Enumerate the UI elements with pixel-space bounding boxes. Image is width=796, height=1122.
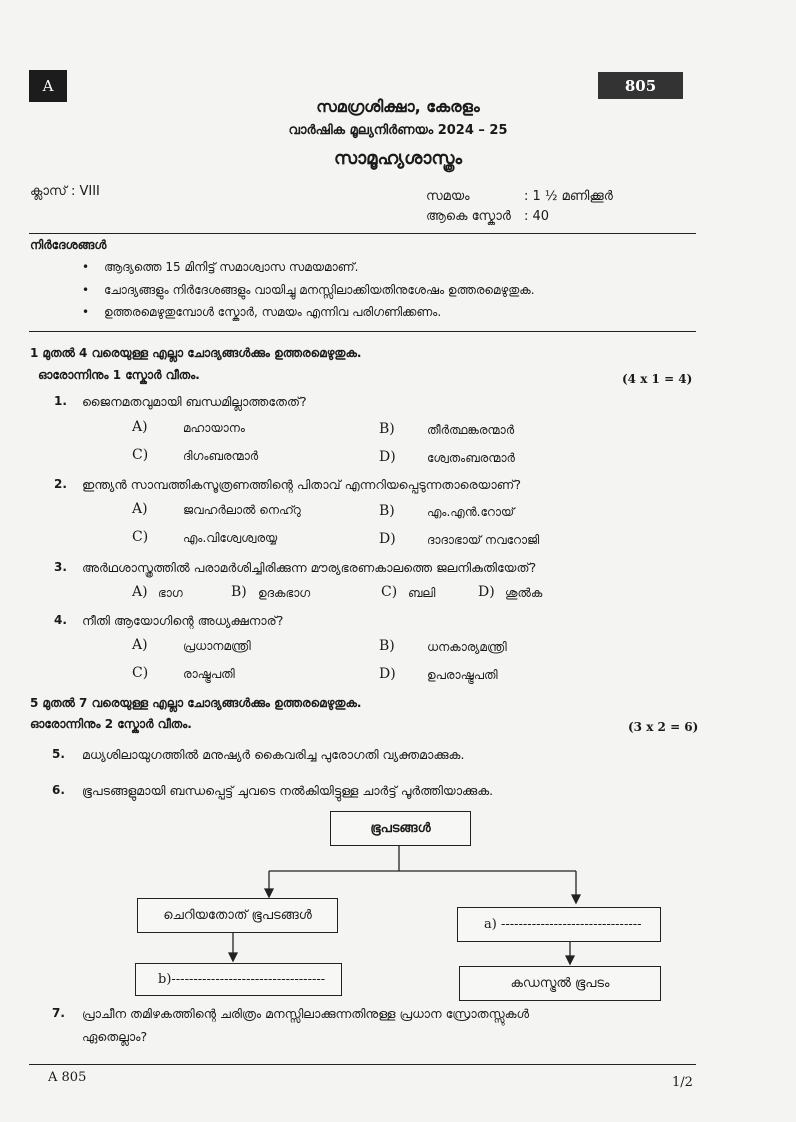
class-label: ക്ലാസ് : VIII — [30, 184, 100, 199]
section1-instruction: 1 മുതൽ 4 വരെയുള്ള എല്ലാ ചോദ്യങ്ങൾക്കും ഉത്തരമെഴുതുക. — [30, 346, 362, 360]
instruction-bullet: • — [82, 260, 90, 274]
option-text: ഭാഗ — [158, 586, 183, 600]
option-letter: A) — [132, 419, 148, 435]
option-letter: A) — [132, 584, 148, 600]
option-text: തീർത്ഥങ്കരന്മാർ — [427, 423, 515, 437]
section2-marks: (3 x 2 = 6) — [628, 720, 699, 734]
option-letter: A) — [132, 637, 148, 653]
option-letter: C) — [132, 529, 149, 545]
question-number: 5. — [52, 747, 65, 761]
score-value: : 40 — [524, 209, 550, 224]
option-text: ജവഹർലാൽ നെഹ്റു — [183, 503, 301, 517]
section1-score: ഓരോന്നിനും 1 സ്കോർ വീതം. — [38, 368, 200, 382]
instructions-title: നിർദേശങ്ങൾ — [30, 238, 107, 252]
instruction-item: ഉത്തരമെഴുതുമ്പോൾ സ്കോർ, സമയം എന്നിവ പരിഗണിക്കണം. — [104, 305, 442, 319]
option-text: ഉപരാഷ്ട്രപതി — [427, 668, 498, 682]
section2-instruction: 5 മുതൽ 7 വരെയുള്ള എല്ലാ ചോദ്യങ്ങൾക്കും ഉത്തരമെഴുതുക. — [30, 696, 362, 710]
option-letter: B) — [379, 421, 395, 437]
paper-code-badge: 805 — [598, 72, 683, 99]
option-text: എം.വിശ്വേശ്വരയ്യ — [183, 531, 278, 545]
chart-right-child-box: കഡസ്ട്രൽ ഭൂപടം — [459, 966, 661, 1001]
score-label: ആകെ സ്കോർ — [426, 209, 511, 224]
question-text: ഭൂപടങ്ങളുമായി ബന്ധപ്പെട്ട് ചുവടെ നൽകിയിട്ടുള്ള ചാർട്ട് പൂർത്തിയാക്കുക. — [82, 783, 494, 798]
option-letter: B) — [379, 503, 395, 519]
question-text-continued: ഏതെല്ലാം? — [82, 1029, 148, 1044]
question-text: ഇന്ത്യൻ സാമ്പത്തികസൂത്രണത്തിന്റെ പിതാവ് എന്നറിയപ്പെടുന്നതാരെയാണ്? — [82, 477, 521, 492]
question-text: നീതി ആയോഗിന്റെ അധ്യക്ഷനാര്? — [82, 613, 284, 628]
chart-left-child-box: b)----------------------------------- — [135, 963, 342, 996]
org-title: സമഗ്രശിക്ഷാ, കേരളം — [316, 97, 480, 116]
time-label: സമയം — [426, 189, 470, 204]
instruction-item: ചോദ്യങ്ങളും നിർദേശങ്ങളും വായിച്ചു മനസ്സിലാക്കിയതിനുശേഷം ഉത്തരമെഴുതുക. — [104, 283, 535, 297]
option-text: ധനകാര്യമന്ത്രി — [427, 640, 507, 654]
option-letter: C) — [132, 447, 149, 463]
question-text: അർഥശാസ്ത്രത്തിൽ പരാമർശിച്ചിരിക്കുന്ന മൗര്യഭരണകാലത്തെ ജലനികുതിയേത്? — [82, 560, 537, 575]
instruction-bullet: • — [82, 283, 90, 297]
chart-left-box: ചെറിയതോത് ഭൂപടങ്ങൾ — [137, 898, 338, 933]
section1-marks: (4 x 1 = 4) — [622, 372, 693, 386]
option-text: പ്രധാനമന്ത്രി — [183, 639, 251, 653]
option-letter: D) — [379, 666, 396, 682]
question-number: 1. — [54, 394, 67, 408]
exam-title: വാർഷിക മൂല്യനിർണയം 2024 – 25 — [288, 123, 508, 138]
option-letter: C) — [381, 584, 398, 600]
chart-root-box: ഭൂപടങ്ങൾ — [330, 811, 471, 846]
question-number: 7. — [52, 1006, 65, 1020]
option-text: രാഷ്ട്രപതി — [183, 667, 235, 681]
time-value: : 1 ½ മണിക്കൂർ — [524, 189, 613, 204]
set-badge: A — [29, 70, 67, 102]
option-text: ബലി — [408, 586, 436, 600]
footer-divider — [29, 1064, 696, 1065]
option-text: എം.എൻ.റോയ് — [427, 505, 515, 519]
question-number: 3. — [54, 560, 67, 574]
question-text: ജൈനമതവുമായി ബന്ധമില്ലാത്തതേത്? — [82, 394, 307, 409]
option-text: മഹായാനം — [183, 421, 245, 435]
option-letter: B) — [379, 638, 395, 654]
option-text: ഉദകഭാഗ — [258, 586, 311, 600]
option-letter: D) — [379, 449, 396, 465]
chart-right-box: a) -------------------------------- — [457, 907, 661, 942]
option-letter: B) — [231, 584, 247, 600]
option-text: ദാദാഭായ് നവറോജി — [427, 533, 540, 547]
subject-title: സാമൂഹ്യശാസ്ത്രം — [333, 148, 463, 169]
section2-score: ഓരോന്നിനും 2 സ്കോർ വീതം. — [30, 717, 192, 731]
question-number: 4. — [54, 613, 67, 627]
option-text: ശുൽക — [505, 586, 543, 600]
option-letter: A) — [132, 501, 148, 517]
question-text: പ്രാചീന തമിഴകത്തിന്റെ ചരിത്രം മനസ്സിലാക്കുന്നതിനുള്ള പ്രധാന സ്രോതസ്സുകൾ — [82, 1006, 530, 1021]
question-number: 2. — [54, 477, 67, 491]
instruction-item: ആദ്യത്തെ 15 മിനിട്ട് സമാശ്വാസ സമയമാണ്. — [104, 260, 359, 274]
page-number: 1/2 — [672, 1075, 693, 1090]
footer-code: A 805 — [48, 1070, 87, 1085]
option-letter: D) — [379, 531, 396, 547]
question-text: മധ്യശിലായുഗത്തിൽ മനുഷ്യർ കൈവരിച്ച പുരോഗതി വ്യക്തമാക്കുക. — [82, 747, 465, 762]
instruction-bullet: • — [82, 305, 90, 319]
option-text: ശ്വേതംബരന്മാർ — [427, 451, 515, 465]
question-number: 6. — [52, 783, 65, 797]
option-letter: D) — [478, 584, 495, 600]
option-text: ദിഗംബരന്മാർ — [183, 449, 259, 463]
option-letter: C) — [132, 665, 149, 681]
